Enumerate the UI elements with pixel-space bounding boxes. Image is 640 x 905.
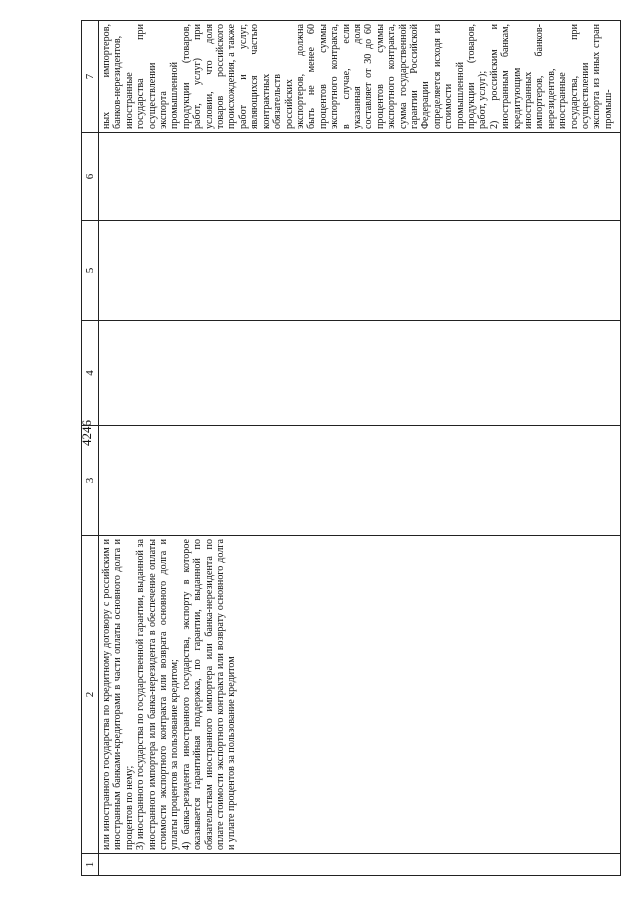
column-header-1: 1 bbox=[82, 854, 99, 876]
column-header-6: 6 bbox=[82, 133, 99, 221]
table-cell-col3 bbox=[99, 426, 621, 536]
page-number: 4246 bbox=[79, 420, 94, 446]
table-cell-col2 bbox=[99, 536, 621, 854]
table-cell-col7 bbox=[99, 21, 621, 133]
rotated-table-container bbox=[81, 21, 621, 876]
table-row bbox=[99, 21, 621, 876]
table-cell-col5 bbox=[99, 221, 621, 321]
column-header-3: 3 bbox=[82, 426, 99, 536]
col2-text: или иностранного государства по кредитному договору с российским и иностранным банками-кредиторами в части оплаты основного долга и процентов по нему; 3) иностранного государства по государственной гарантии, выданной за иностранного импортера или банка-нерезидента в обеспечение оплаты стоимости экспортного контракта или возврата основного долга и уплаты процентов за пользование кредитом; 4) банка-резидента иностранного государства, экспорту в которое оказывается гарантийная поддержка, по гарантии, выданной по обязательствам иностранного импортера или банка-нерезидента по оплате стоимости экспортного контракта или возврату основного долга и уплате процентов за пользование кредитом bbox=[101, 539, 238, 850]
table-header-row bbox=[82, 21, 99, 876]
column-header-2: 2 bbox=[82, 536, 99, 854]
table-cell-col1 bbox=[99, 854, 621, 876]
column-header-5: 5 bbox=[82, 221, 99, 321]
table-cell-col6 bbox=[99, 133, 621, 221]
guarantee-table bbox=[81, 20, 621, 876]
column-header-7: 7 bbox=[82, 21, 99, 133]
table-cell-col4 bbox=[99, 321, 621, 426]
column-header-4: 4 bbox=[82, 321, 99, 426]
col7-text: ных импортеров, банков-нерезидентов, иностранные государства при осуществлении экспорта промышленной продукции (товаров, работ, услуг) при условии, что доля товаров российского происхождения, а также работ и услуг, являющихся частью контрактных обязательств российских экспортеров, должна быть не менее 60 процентов суммы экспортного контракта, в случае, если указанная доля составляет от 30 до 60 процентов суммы экспортного контракта, сумма государственной гарантии Российской Федерации определяется исходя из стоимости промышленной продукции (товаров, работ, услуг); 2) российским и иностранным банкам, кредитующим иностранных импортеров, банков-нерезидентов, иностранные государства, при осуществлении экспорта из иных стран промыш- bbox=[101, 24, 614, 129]
